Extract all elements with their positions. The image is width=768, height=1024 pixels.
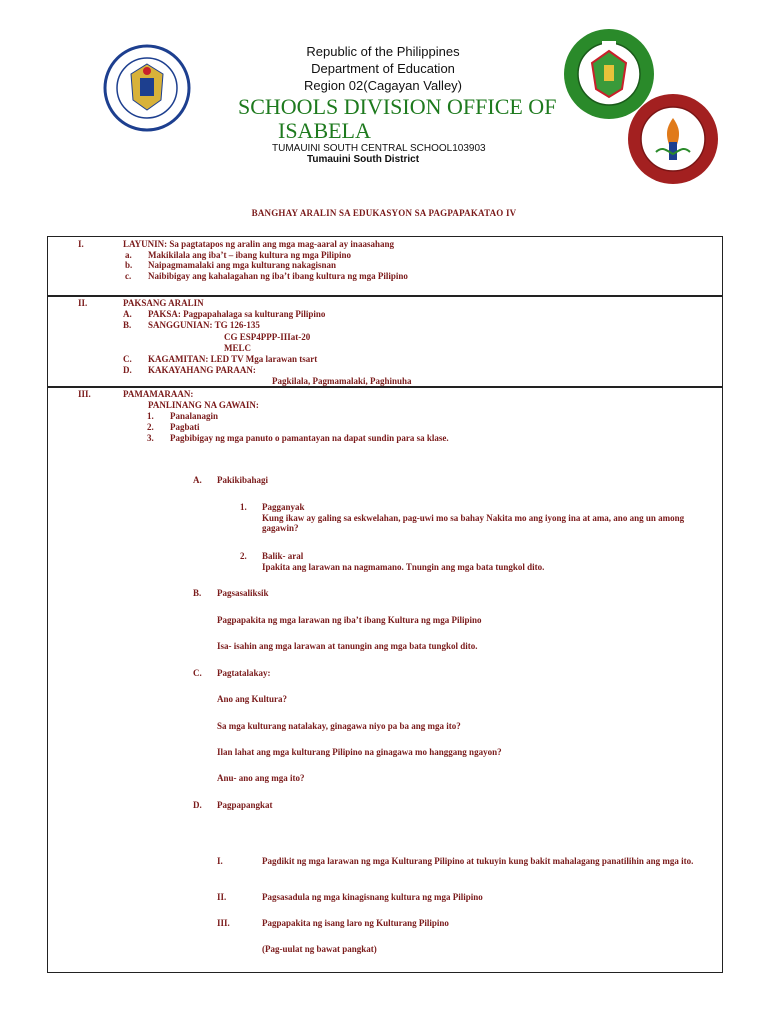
section-3-number: III.	[78, 389, 91, 399]
school-seal-right	[626, 92, 720, 186]
department-line: Department of Education	[311, 61, 455, 76]
skills-heading: KAKAYAHANG PARAAN:	[148, 365, 256, 375]
routine-item: Pagbibigay ng mga panuto o pamantayan na dapat sundin para sa klase.	[170, 433, 449, 443]
part-a-label: Pakikibahagi	[217, 475, 269, 485]
part-marker: D.	[193, 800, 202, 810]
deped-seal-left	[103, 44, 191, 132]
routine-item: Pagbati	[170, 422, 200, 432]
school-name: TUMAUINI SOUTH CENTRAL SCHOOL103903	[272, 143, 486, 154]
objective-item: Naibibigay ang kahalagahan ng iba’t ibang kultura ng mga Pilipino	[148, 271, 408, 281]
district-name: Tumauini South District	[307, 154, 420, 165]
routine-marker: 2.	[147, 422, 154, 432]
section-3-box	[47, 386, 723, 973]
routine-marker: 3.	[147, 433, 154, 443]
motivation-text: Kung ikaw ay galing sa eskwelahan, pag-uwi mo sa bahay Nakita mo ang iyong ina at ama, ano ang un among gagawin?	[262, 513, 685, 533]
discussion-question: Ano ang Kultura?	[217, 694, 288, 704]
group-task: Pagdikit ng mga larawan ng mga Kulturang Pilipino at tukuyin kung bakit mahalagang panatilihin ang mga ito.	[262, 856, 694, 866]
discussion-question: Sa mga kulturang natalakay, ginagawa niyo pa ba ang mga ito?	[217, 721, 461, 731]
section-1-number: I.	[78, 239, 84, 249]
review-label: Balik- aral	[262, 551, 304, 561]
group-marker: III.	[217, 918, 230, 928]
sdo-title-line2: ISABELA	[278, 118, 371, 143]
objective-item: Makikilala ang iba’t – ibang kultura ng mga Pilipino	[148, 250, 352, 260]
group-marker: I.	[217, 856, 223, 866]
group-task: Pagpapakita ng isang laro ng Kulturang Pilipino	[262, 918, 449, 928]
routine-item: Panalanagin	[170, 411, 219, 421]
part-b-text: Pagpapakita ng mga larawan ng iba’t ibang Kultura ng mga Pilipino	[217, 615, 482, 625]
step-marker: 2.	[240, 551, 247, 561]
reference-melc: MELC	[224, 343, 251, 353]
group-report-note: (Pag-uulat ng bawat pangkat)	[262, 944, 377, 954]
section-2-heading: PAKSANG ARALIN	[123, 298, 204, 308]
motivation-label: Pagganyak	[262, 502, 305, 512]
item-marker: D.	[123, 365, 132, 375]
section-1-heading: LAYUNIN: Sa pagtatapos ng aralin ang mga mag-aaral ay inaasahang	[123, 239, 394, 249]
reference-line: SANGGUNIAN: TG 126-135	[148, 320, 260, 330]
discussion-question: Anu- ano ang mga ito?	[217, 773, 305, 783]
part-b-label: Pagsasaliksik	[217, 588, 269, 598]
group-task: Pagsasadula ng mga kinagisnang kultura ng mga Pilipino	[262, 892, 483, 902]
lesson-plan-title: BANGHAY ARALIN SA EDUKASYON SA PAGPAPAKATAO IV	[251, 208, 517, 218]
topic-line: PAKSA: Pagpapahalaga sa kulturang Pilipino	[148, 309, 326, 319]
school-seal-icon	[626, 92, 720, 186]
skills-list: Pagkilala, Pagmamalaki, Paghinuha	[272, 376, 412, 386]
part-marker: C.	[193, 668, 202, 678]
part-b-text: Isa- isahin ang mga larawan at tanungin ang mga bata tungkol dito.	[217, 641, 478, 651]
deped-seal-icon	[103, 44, 191, 132]
republic-line: Republic of the Philippines	[306, 44, 460, 59]
item-marker: A.	[123, 309, 132, 319]
review-text: Ipakita ang larawan na nagmamano. Tnungin ang mga bata tungkol dito.	[262, 562, 545, 572]
item-marker: C.	[123, 354, 132, 364]
activities-subheading: PANLINANG NA GAWAIN:	[148, 400, 259, 410]
section-2-number: II.	[78, 298, 88, 308]
routine-marker: 1.	[147, 411, 154, 421]
objective-item: Naipagmamalaki ang mga kulturang nakagisnan	[148, 260, 337, 270]
objective-marker: c.	[125, 271, 132, 281]
sdo-title-line1: SCHOOLS DIVISION OFFICE OF	[238, 94, 557, 119]
discussion-question: Ilan lahat ang mga kulturang Pilipino na ginagawa mo hanggang ngayon?	[217, 747, 502, 757]
section-3-heading: PAMAMARAAN:	[123, 389, 194, 399]
step-marker: 1.	[240, 502, 247, 512]
part-c-label: Pagtatalakay:	[217, 668, 271, 678]
objective-marker: b.	[125, 260, 133, 270]
group-marker: II.	[217, 892, 227, 902]
part-d-label: Pagpapangkat	[217, 800, 273, 810]
objective-marker: a.	[125, 250, 132, 260]
reference-code: CG ESP4PPP-IIIat-20	[224, 332, 311, 342]
part-marker: B.	[193, 588, 202, 598]
part-marker: A.	[193, 475, 202, 485]
region-line: Region 02(Cagayan Valley)	[303, 78, 463, 93]
materials-line: KAGAMITAN: LED TV Mga larawan tsart	[148, 354, 318, 364]
item-marker: B.	[123, 320, 132, 330]
